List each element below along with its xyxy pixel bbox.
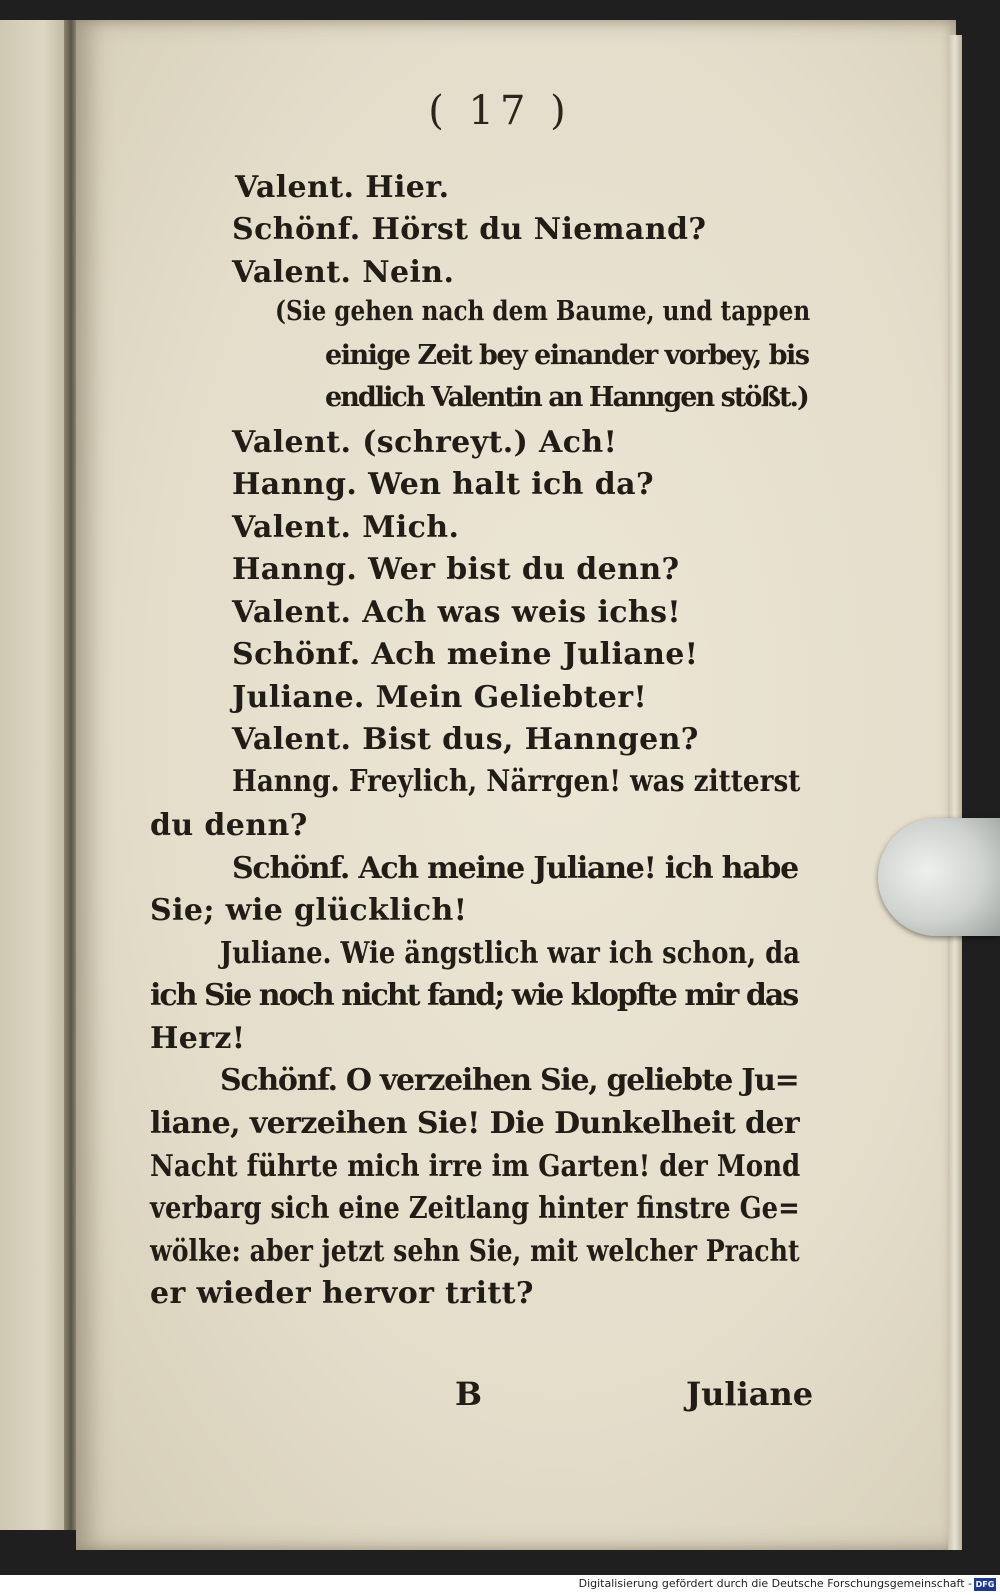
catchword: Juliane (686, 1375, 814, 1413)
text-line: wölke: aber jetzt sehn Sie, mit welcher Pracht (150, 1234, 800, 1269)
page-stack-edge (948, 35, 962, 1550)
text-line: Schönf. Ach meine Juliane! (232, 637, 699, 672)
text-line: Valent. Nein. (232, 255, 455, 290)
dfg-logo: DFG (975, 1580, 995, 1589)
page-holder-clip (878, 818, 1000, 936)
text-line: ich Sie noch nicht fand; wie klopfte mir das (150, 978, 798, 1013)
text-line: Valent. Bist dus, Hanngen? (232, 722, 699, 757)
text-line: Hanng. Wen halt ich da? (232, 467, 654, 502)
stage-direction-line: (Sie gehen nach dem Baume, und tappen (275, 296, 811, 327)
left-page-edge (0, 20, 72, 1530)
text-line: Schönf. Ach meine Juliane! ich habe (232, 851, 798, 886)
text-line: er wieder hervor tritt? (150, 1276, 534, 1311)
text-line: Sie; wie glücklich! (150, 893, 468, 928)
text-line: verbarg sich eine Zeitlang hinter finstre Ge= (150, 1191, 800, 1226)
stage-direction-line: einige Zeit bey einander vorbey, bis (325, 340, 809, 371)
text-line: Schönf. O verzeihen Sie, geliebte Ju= (220, 1063, 799, 1098)
footer-credit: Digitalisierung gefördert durch die Deutsche Forschungsgemeinschaft - (578, 1577, 972, 1590)
text-line: Hanng. Freylich, Närrgen! was zitterst (232, 764, 801, 799)
text-line: Juliane. Wie ängstlich war ich schon, da (220, 936, 800, 971)
text-line: Valent. Hier. (235, 170, 450, 205)
text-line: Valent. Ach was weis ichs! (232, 595, 681, 630)
text-line: Herz! (150, 1021, 246, 1056)
text-line: liane, verzeihen Sie! Die Dunkelheit der (150, 1106, 800, 1141)
text-line: Juliane. Mein Geliebter! (232, 680, 648, 715)
text-line: Valent. (schreyt.) Ach! (232, 425, 618, 460)
text-line: Nacht führte mich irre im Garten! der Mond (150, 1149, 801, 1184)
stage-direction-line: endlich Valentin an Hanngen stößt.) (325, 382, 808, 413)
page-number: ( 17 ) (428, 88, 572, 134)
text-line: Valent. Mich. (232, 510, 460, 545)
text-line: Hanng. Wer bist du denn? (232, 552, 680, 587)
text-line: du denn? (150, 808, 308, 843)
text-line: Schönf. Hörst du Niemand? (232, 212, 707, 247)
signature-mark: B (455, 1375, 483, 1413)
